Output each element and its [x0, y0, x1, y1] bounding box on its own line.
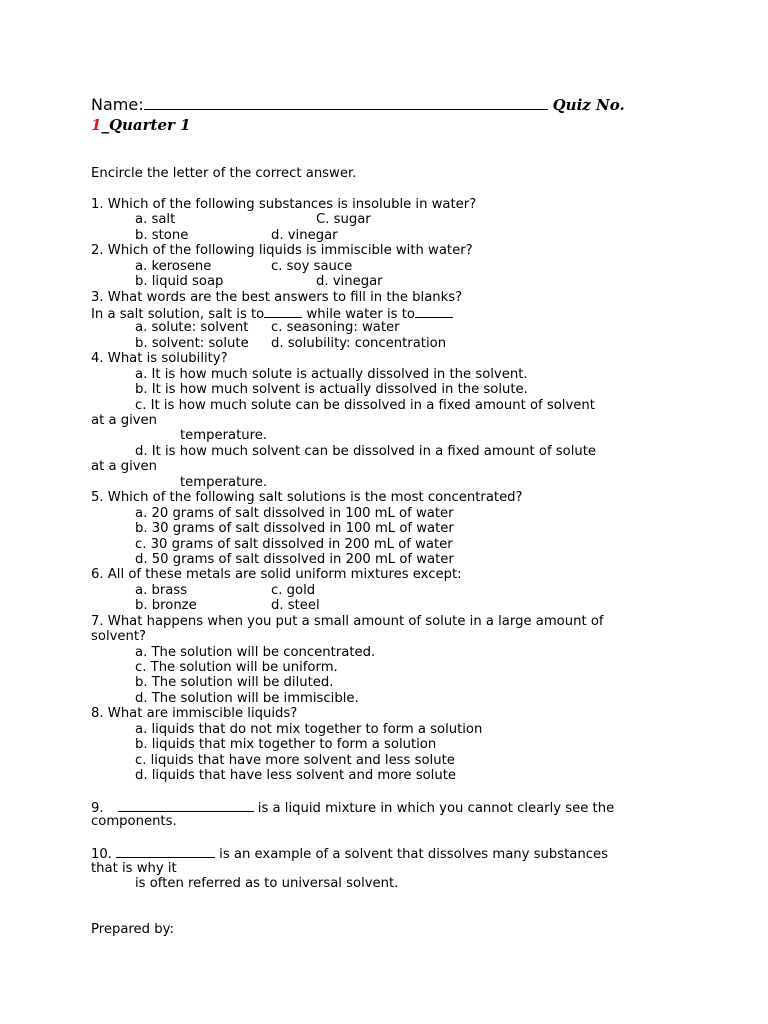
instructions: Encircle the letter of the correct answer. [91, 166, 357, 181]
option-2b: b. liquid soap [135, 274, 224, 290]
option-8a: a. liquids that do not mix together to form a solution [135, 721, 483, 737]
question-3-options-row-2 [91, 336, 691, 351]
name-label: Name: [91, 95, 144, 114]
option-4d-line-3: temperature. [180, 474, 268, 490]
option-2c: c. soy sauce [271, 258, 353, 274]
question-1-options-row-1 [91, 212, 691, 227]
option-4c-line-1: c. It is how much solute can be dissolved in a fixed amount of solvent [135, 397, 595, 413]
option-1a: a. salt [135, 212, 176, 228]
option-7-4: d. The solution will be immiscible. [135, 690, 359, 706]
option-2d: d. vinegar [316, 274, 383, 290]
option-7-3: b. The solution will be diluted. [135, 675, 334, 691]
question-1-stem: 1. Which of the following substances is insoluble in water? [91, 196, 477, 212]
question-3-options-row-1 [91, 320, 691, 335]
question-3-prompt-part1: In a salt solution, salt is to [91, 306, 265, 322]
question-6-options-row-1 [91, 583, 691, 598]
option-5a: a. 20 grams of salt dissolved in 100 mL of water [135, 505, 454, 521]
question-1-options-row-2 [91, 228, 691, 243]
question-10 [91, 845, 691, 863]
option-4c-line-2: at a given [91, 413, 158, 428]
prepared-by: Prepared by: [91, 922, 174, 938]
question-10-blank [116, 845, 215, 858]
question-9-blank [118, 799, 254, 812]
option-4a: a. It is how much solute is actually dissolved in the solvent. [135, 366, 528, 382]
question-9 [91, 799, 691, 814]
option-8c: c. liquids that have more solvent and less solute [135, 752, 455, 768]
option-3a: a. solute: solvent [135, 320, 249, 336]
option-3d: d. solubility: concentration [271, 335, 447, 351]
option-6b: b. bronze [135, 598, 197, 614]
quiz-body [91, 166, 691, 938]
option-6c: c. gold [271, 582, 316, 598]
quarter-row [91, 116, 191, 134]
option-3b: b. solvent: solute [135, 335, 249, 351]
quiz-number: 1 [91, 116, 102, 134]
option-4c-line-3: temperature. [180, 428, 268, 444]
option-4d-line-2: at a given [91, 459, 158, 475]
option-7-1: a. The solution will be concentrated. [135, 644, 376, 660]
option-6d: d. steel [271, 598, 320, 614]
question-6-options-row-2 [91, 598, 691, 613]
question-7-stem-line-1: 7. What happens when you put a small amount of solute in a large amount of [91, 613, 604, 629]
option-5d: d. 50 grams of salt dissolved in 200 mL of water [135, 551, 454, 567]
question-2-options-row-2 [91, 274, 691, 289]
fill-blank-2 [415, 305, 453, 318]
question-3-stem: 3. What words are the best answers to fill in the blanks? [91, 289, 463, 305]
option-7-2: c. The solution will be uniform. [135, 660, 338, 675]
question-2-stem: 2. Which of the following liquids is immiscible with water? [91, 243, 473, 259]
option-2a: a. kerosene [135, 258, 212, 274]
question-10-text: is an example of a solvent that dissolves many substances [214, 847, 608, 863]
question-4-stem: 4. What is solubility? [91, 351, 228, 367]
question-3-prompt [91, 305, 691, 320]
option-6a: a. brass [135, 582, 188, 598]
option-5c: c. 30 grams of salt dissolved in 200 mL of water [135, 536, 453, 552]
question-2-options-row-1 [91, 259, 691, 274]
question-10-number: 10. [91, 847, 112, 863]
question-9-text: is a liquid mixture in which you cannot clearly see the [253, 800, 615, 816]
option-5b: b. 30 grams of salt dissolved in 100 mL of water [135, 521, 454, 537]
question-8-stem: 8. What are immiscible liquids? [91, 706, 298, 722]
option-4b: b. It is how much solvent is actually dissolved in the solute. [135, 382, 528, 398]
option-8d: d. liquids that have less solvent and more solute [135, 768, 456, 784]
question-3-prompt-part2: while water is to [302, 306, 415, 322]
quarter-label: _Quarter 1 [101, 116, 191, 134]
option-8b: b. liquids that mix together to form a solution [135, 737, 437, 753]
question-6-stem: 6. All of these metals are solid uniform mixtures except: [91, 567, 462, 583]
question-9-line-2: components. [91, 814, 177, 830]
question-10-line-3: is often referred as to universal solvent. [135, 876, 399, 892]
name-row [91, 95, 625, 114]
question-9-number: 9. [91, 800, 104, 816]
option-1d: d. vinegar [271, 227, 338, 243]
question-5-stem: 5. Which of the following salt solutions is the most concentrated? [91, 490, 523, 506]
option-3c: c. seasoning: water [271, 320, 400, 336]
question-10-line-2: that is why it [91, 860, 177, 876]
question-7-stem-line-2: solvent? [91, 629, 147, 645]
option-4d-line-1: d. It is how much solvent can be dissolved in a fixed amount of solute [135, 443, 597, 459]
fill-blank-1 [264, 305, 302, 318]
option-1c: C. sugar [316, 212, 371, 228]
quiz-label: Quiz No. [552, 96, 625, 114]
option-1b: b. stone [135, 227, 189, 243]
name-blank-line [144, 96, 548, 110]
